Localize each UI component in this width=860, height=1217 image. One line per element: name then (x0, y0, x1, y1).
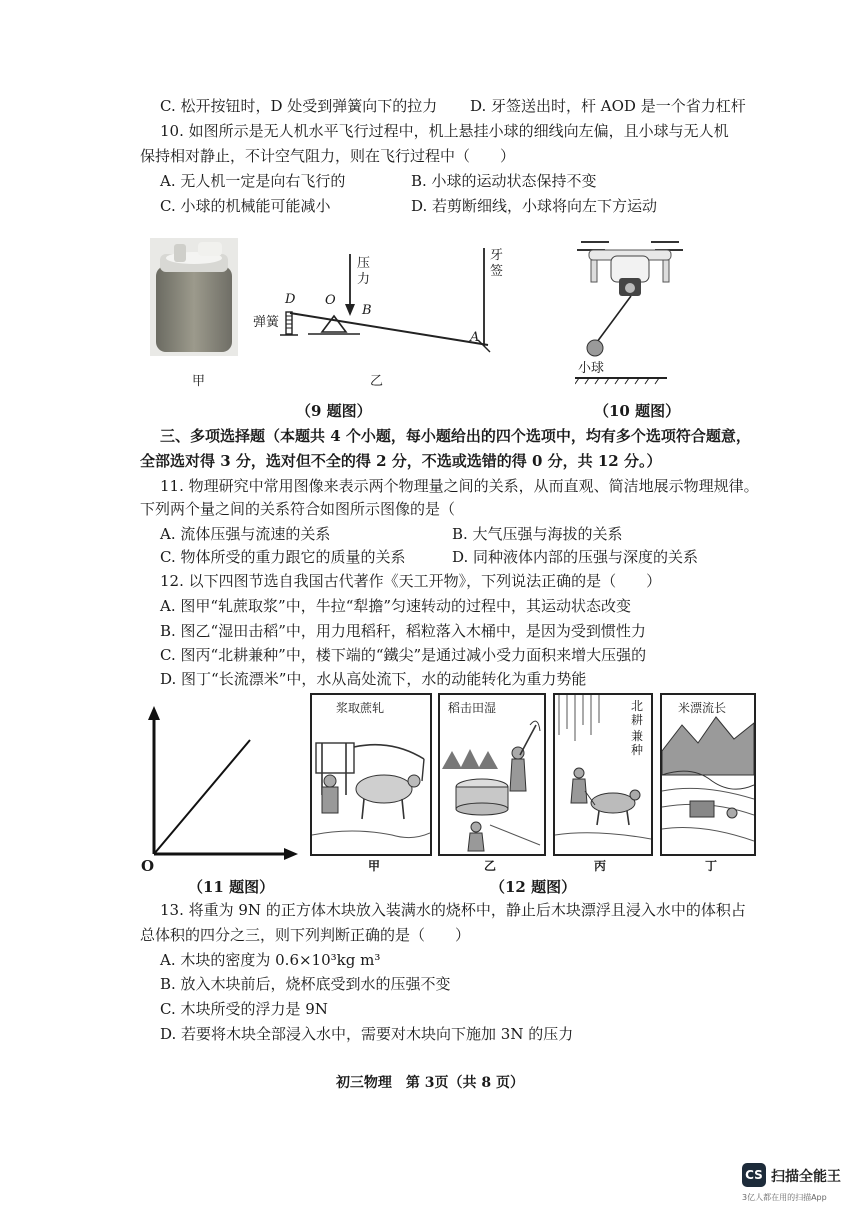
fig12-label-jia: 甲 (368, 859, 381, 873)
fig12-panel3-title-col2: 兼种 (631, 729, 644, 757)
q10-option-a: A. 无人机一定是向右飞行的 (160, 172, 346, 190)
fig12-label-bing: 丙 (594, 859, 607, 873)
fig11-origin: O (141, 857, 155, 875)
fig9-toothpick-label: 牙签 (490, 248, 504, 279)
watermark-app-name: 扫描全能王 (771, 1169, 841, 1185)
fig12-panel-yi (438, 693, 546, 856)
q10-option-d: D. 若剪断细线，小球将向左下方运动 (411, 197, 658, 215)
section3-heading-line1: 三、多项选择题（本题共 4 个小题，每小题给出的四个选项中，均有多个选项符合题意， (160, 427, 751, 445)
fig9-point-b: B (362, 303, 372, 318)
fig12-panel1-title: 浆取蔗轧 (336, 701, 385, 715)
fig12-panel3-title-col1: 北耕 (631, 699, 644, 727)
fig10-caption: （10 题图） (594, 402, 681, 420)
page-footer: 初三物理 第 3页（共 8 页） (335, 1075, 525, 1091)
q10-option-b: B. 小球的运动状态保持不变 (411, 172, 597, 190)
q13-stem-line1: 13. 将重为 9N 的正方体木块放入装满水的烧杯中，静止后木块漂浮且浸入水中的体积占 (160, 901, 746, 919)
fig9-caption: （9 题图） (296, 402, 372, 420)
q13-option-d: D. 若要将木块全部浸入水中，需要对木块向下施加 3N 的压力 (160, 1025, 574, 1043)
watermark-tagline: 3亿人都在用的扫描App (742, 1193, 827, 1202)
q9-option-d: D. 牙签送出时，杆 AOD 是一个省力杠杆 (470, 97, 746, 115)
fig12-label-ding: 丁 (705, 859, 718, 873)
q12-option-c: C. 图丙“北耕兼种”中，楼下端的“鐵尖”是通过减小受力面积来增大压强的 (160, 646, 647, 664)
fig12-panel-ding (660, 693, 756, 856)
q12-option-b: B. 图乙“湿田击稻”中，用力甩稻秆，稻粒落入木桶中，是因为受到惯性力 (160, 622, 646, 640)
q10-stem-line1: 10. 如图所示是无人机水平飞行过程中，机上悬挂小球的细线向左偏，且小球与无人机 (160, 122, 729, 140)
camscanner-logo-icon: CS (742, 1163, 766, 1187)
fig12-label-yi: 乙 (484, 859, 497, 873)
q13-option-c: C. 木块所受的浮力是 9N (160, 1000, 328, 1018)
q12-option-d: D. 图丁“长流漂米”中，水从高处流下，水的动能转化为重力势能 (160, 670, 587, 688)
q11-option-a: A. 流体压强与流速的关系 (160, 525, 331, 543)
q11-option-c: C. 物体所受的重力跟它的质量的关系 (160, 548, 406, 566)
fig11-linear-graph (140, 702, 300, 870)
fig11-caption: （11 题图） (188, 878, 275, 896)
fig12-caption: （12 题图） (490, 878, 577, 896)
q11-option-b: B. 大气压强与海拔的关系 (452, 525, 623, 543)
fig12-panel4-title: 米漂流长 (678, 701, 727, 715)
section3-heading-line2: 全部选对得 3 分，选对但不全的得 2 分，不选或选错的得 0 分，共 12 分。） (140, 452, 662, 470)
q13-option-a: A. 木块的密度为 0.6×10³kg m³ (160, 951, 381, 969)
fig9-sub-yi: 乙 (370, 374, 384, 389)
q12-option-a: A. 图甲“轧蔗取浆”中，牛拉“犁擔”匀速转动的过程中，其运动状态改变 (160, 597, 632, 615)
fig9-point-d: D (285, 292, 296, 307)
fig9-spring-label: 弹簧 (253, 315, 280, 330)
q13-option-b: B. 放入木块前后，烧杯底受到水的压强不变 (160, 975, 451, 993)
q11-stem-line1: 11. 物理研究中常用图像来表示两个物理量之间的关系，从而直观、简洁地展示物理规律。 (160, 477, 759, 495)
fig10-ball-label: 小球 (578, 361, 605, 376)
q10-option-c: C. 小球的机械能可能减小 (160, 197, 331, 215)
fig12-panel-jia (310, 693, 432, 856)
q11-stem-line2: 下列两个量之间的关系符合如图所示图像的是（ (140, 500, 456, 518)
q12-stem: 12. 以下四图节选自我国古代著作《天工开物》，下列说法正确的是（ ） (160, 572, 662, 590)
fig9-jia-photo (150, 238, 238, 356)
fig9-point-o: O (325, 293, 336, 308)
fig9-sub-jia: 甲 (192, 374, 206, 389)
q9-option-c: C. 松开按钮时，D 处受到弹簧向下的拉力 (160, 97, 438, 115)
q13-stem-line2: 总体积的四分之三，则下列判断正确的是（ ） (140, 926, 471, 944)
fig9-press-label: 压力 (357, 256, 371, 287)
fig12-panel-bing (553, 693, 653, 856)
q11-option-d: D. 同种液体内部的压强与深度的关系 (452, 548, 699, 566)
fig12-panel2-title: 稻击田湿 (448, 701, 497, 715)
fig9-point-a: A (470, 330, 480, 345)
q10-stem-line2: 保持相对静止，不计空气阻力，则在飞行过程中（ ） (140, 147, 516, 165)
